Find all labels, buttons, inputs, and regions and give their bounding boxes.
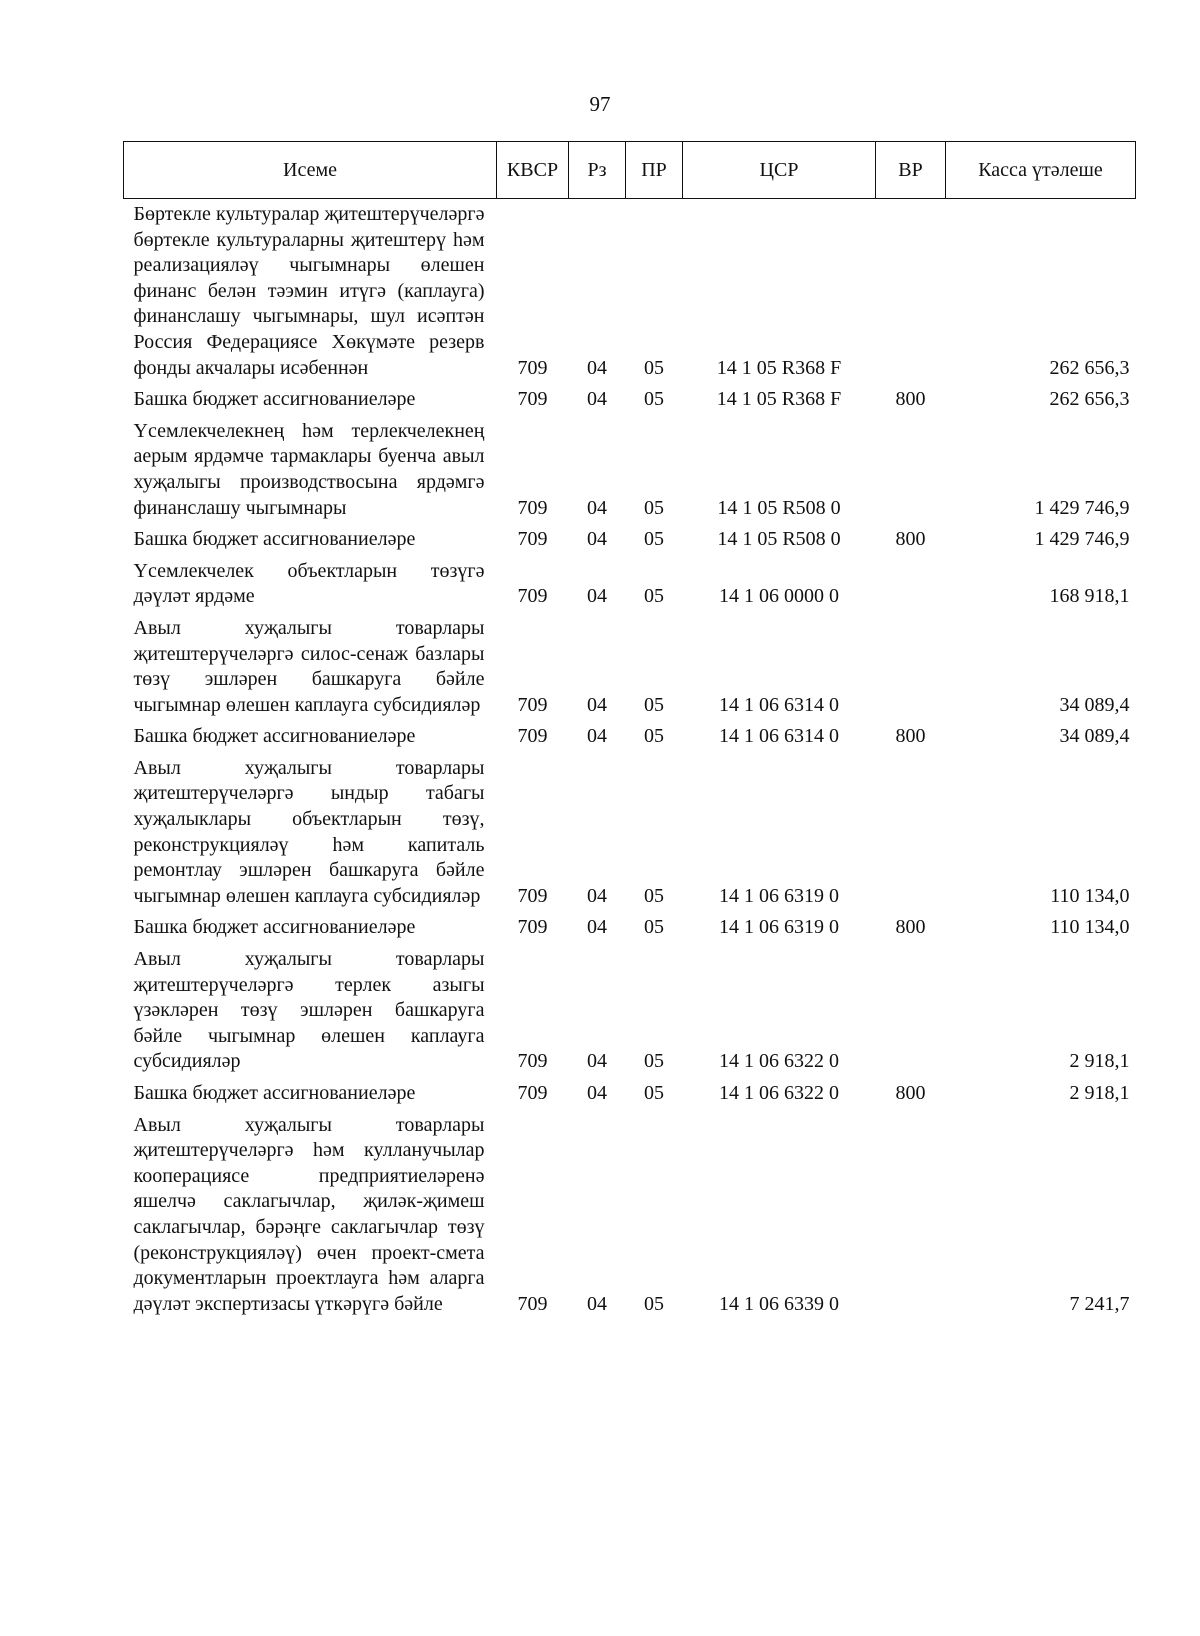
row-csr: 14 1 05 R508 0 — [717, 496, 841, 519]
table-row — [124, 912, 1136, 944]
row-csr: 14 1 05 R368 F — [716, 356, 842, 379]
row-rz: 04 — [587, 1082, 607, 1104]
row-csr: 14 1 06 0000 0 — [719, 585, 839, 608]
row-rz: 04 — [587, 1292, 607, 1315]
row-kassa: 110 134,0 — [1050, 884, 1130, 907]
row-kvsr: 709 — [517, 388, 548, 411]
row-kvsr: 709 — [517, 1292, 548, 1315]
table-row — [124, 1078, 1136, 1110]
row-name: Башка бюджет ассигнованиеләре — [133, 916, 416, 939]
row-kassa: 262 656,3 — [1049, 388, 1130, 411]
row-pr: 05 — [644, 388, 664, 411]
row-pr: 05 — [644, 496, 664, 519]
row-kvsr: 709 — [517, 1082, 548, 1104]
row-vr: 800 — [895, 725, 926, 748]
row-pr: 05 — [644, 585, 664, 608]
row-vr — [876, 944, 946, 1078]
row-vr: 800 — [895, 528, 926, 551]
row-kassa: 110 134,0 — [1050, 916, 1130, 939]
row-csr: 14 1 06 6339 0 — [719, 1292, 839, 1315]
row-kvsr: 709 — [517, 884, 548, 907]
row-kassa: 2 918,1 — [1069, 1050, 1130, 1073]
row-kassa: 2 918,1 — [1069, 1082, 1130, 1104]
row-vr: 800 — [895, 916, 926, 939]
row-name: Башка бюджет ассигнованиеләре — [133, 528, 416, 551]
row-pr: 05 — [644, 693, 664, 716]
table-row — [124, 524, 1136, 556]
row-rz: 04 — [587, 884, 607, 907]
row-kvsr: 709 — [517, 356, 548, 379]
table-row — [124, 613, 1136, 721]
row-csr: 14 1 05 R508 0 — [717, 528, 841, 551]
header-pr: ПР — [626, 142, 683, 199]
row-kassa: 34 089,4 — [1059, 725, 1130, 748]
row-csr: 14 1 06 6319 0 — [719, 884, 839, 907]
row-rz: 04 — [587, 1050, 607, 1073]
row-pr: 05 — [644, 725, 664, 748]
row-vr — [876, 1110, 946, 1321]
budget-table — [123, 141, 1136, 1320]
row-rz: 04 — [587, 725, 607, 748]
row-pr: 05 — [644, 1082, 664, 1104]
row-name: Башка бюджет ассигнованиеләре — [133, 388, 416, 411]
row-kvsr: 709 — [517, 585, 548, 608]
row-name: Авыл хуҗалыгы товарлары җитештерүчеләргә терлек азыгы үзәкләрен төзү эшләрен башкаруга бәйле чыгымнар өлешен каплауга субсидияләр — [133, 948, 485, 1073]
table-header — [124, 142, 1136, 199]
row-kvsr: 709 — [517, 725, 548, 748]
row-rz: 04 — [587, 388, 607, 411]
row-vr — [876, 416, 946, 524]
row-kassa: 34 089,4 — [1059, 693, 1130, 716]
table-row — [124, 384, 1136, 416]
row-rz: 04 — [587, 496, 607, 519]
row-rz: 04 — [587, 693, 607, 716]
table-row — [124, 199, 1136, 385]
row-kassa: 1 429 746,9 — [1034, 528, 1130, 551]
row-name: Авыл хуҗалыгы товарлары җитештерүчеләргә һәм кулланучылар кооперациясе предприятиеләренә яшелчә саклагычлар, җиләк-җимеш саклагычлар, бәрәңге саклагычлар төзү (реконструкцияләү) өчен проект-смета документларын проектлауга һәм аларга дәүләт экспертизасы үткәрүгә бәйле — [133, 1113, 485, 1315]
row-pr: 05 — [644, 528, 664, 551]
row-rz: 04 — [587, 356, 607, 379]
row-pr: 05 — [644, 884, 664, 907]
row-rz: 04 — [587, 528, 607, 551]
row-vr — [876, 556, 946, 613]
row-kvsr: 709 — [517, 1050, 548, 1073]
header-csr: ЦСР — [683, 142, 876, 199]
row-kvsr: 709 — [517, 528, 548, 551]
table-row — [124, 944, 1136, 1078]
row-vr — [876, 753, 946, 913]
row-name: Үсемлекчелек объектларын төзүгә дәүләт ярдәме — [133, 559, 485, 608]
row-vr: 800 — [895, 1082, 926, 1104]
row-kassa: 1 429 746,9 — [1034, 496, 1130, 519]
table-body — [124, 199, 1136, 1321]
row-vr — [876, 199, 946, 385]
row-rz: 04 — [587, 585, 607, 608]
row-csr: 14 1 06 6319 0 — [719, 916, 839, 939]
row-csr: 14 1 05 R368 F — [716, 388, 842, 411]
row-rz: 04 — [587, 916, 607, 939]
row-name: Башка бюджет ассигнованиеләре — [133, 725, 416, 748]
table-row — [124, 556, 1136, 613]
row-kvsr: 709 — [517, 916, 548, 939]
row-name: Авыл хуҗалыгы товарлары җитештерүчеләргә силос-сенаж базлары төзү эшләрен башкаруга бәйле чыгымнар өлешен каплауга субсидияләр — [133, 616, 485, 716]
row-name: Авыл хуҗалыгы товарлары җитештерүчеләргә ындыр табагы хуҗалыклары объектларын төзү, реконструкцияләү һәм капиталь ремонтлау эшләрен башкаруга бәйле чыгымнар өлешен каплауга субсидияләр — [133, 756, 485, 907]
row-kassa: 262 656,3 — [1049, 356, 1130, 379]
row-kassa: 7 241,7 — [1069, 1292, 1130, 1315]
row-vr — [876, 613, 946, 721]
header-kassa: Касса үтәлеше — [946, 142, 1136, 199]
page-number: 97 — [589, 92, 611, 116]
header-rz: Рз — [569, 142, 626, 199]
row-csr: 14 1 06 6314 0 — [719, 693, 839, 716]
header-kvsr: КВСР — [497, 142, 569, 199]
row-csr: 14 1 06 6322 0 — [719, 1082, 839, 1104]
row-pr: 05 — [644, 1050, 664, 1073]
table-row — [124, 416, 1136, 524]
row-csr: 14 1 06 6322 0 — [719, 1050, 839, 1073]
row-pr: 05 — [644, 356, 664, 379]
row-kvsr: 709 — [517, 693, 548, 716]
row-name: Башка бюджет ассигнованиеләре — [133, 1082, 416, 1104]
row-pr: 05 — [644, 1292, 664, 1315]
row-pr: 05 — [644, 916, 664, 939]
row-csr: 14 1 06 6314 0 — [719, 725, 839, 748]
table-row — [124, 721, 1136, 753]
row-vr: 800 — [895, 388, 926, 411]
header-vr: ВР — [876, 142, 946, 199]
row-name: Үсемлекчелекнең һәм терлекчелекнең аерым ярдәмче тармаклары буенча авыл хуҗалыгы производствосына ярдәмгә финанслашу чыгымнары — [133, 419, 485, 519]
row-name: Бөртекле культуралар җитештерүчеләргә бөртекле культураларны җитештерү һәм реализацияләү чыгымнары өлешен финанс белән тәэмин итүгә (каплауга) финанслашу чыгымнары, шул исәптән Россия Федерациясе Хөкүмәте резерв фонды акчалары исәбеннән — [133, 203, 485, 379]
row-kvsr: 709 — [517, 496, 548, 519]
table-row — [124, 753, 1136, 913]
header-name: Исеме — [124, 142, 497, 199]
table-row — [124, 1110, 1136, 1321]
row-kassa: 168 918,1 — [1049, 585, 1130, 608]
